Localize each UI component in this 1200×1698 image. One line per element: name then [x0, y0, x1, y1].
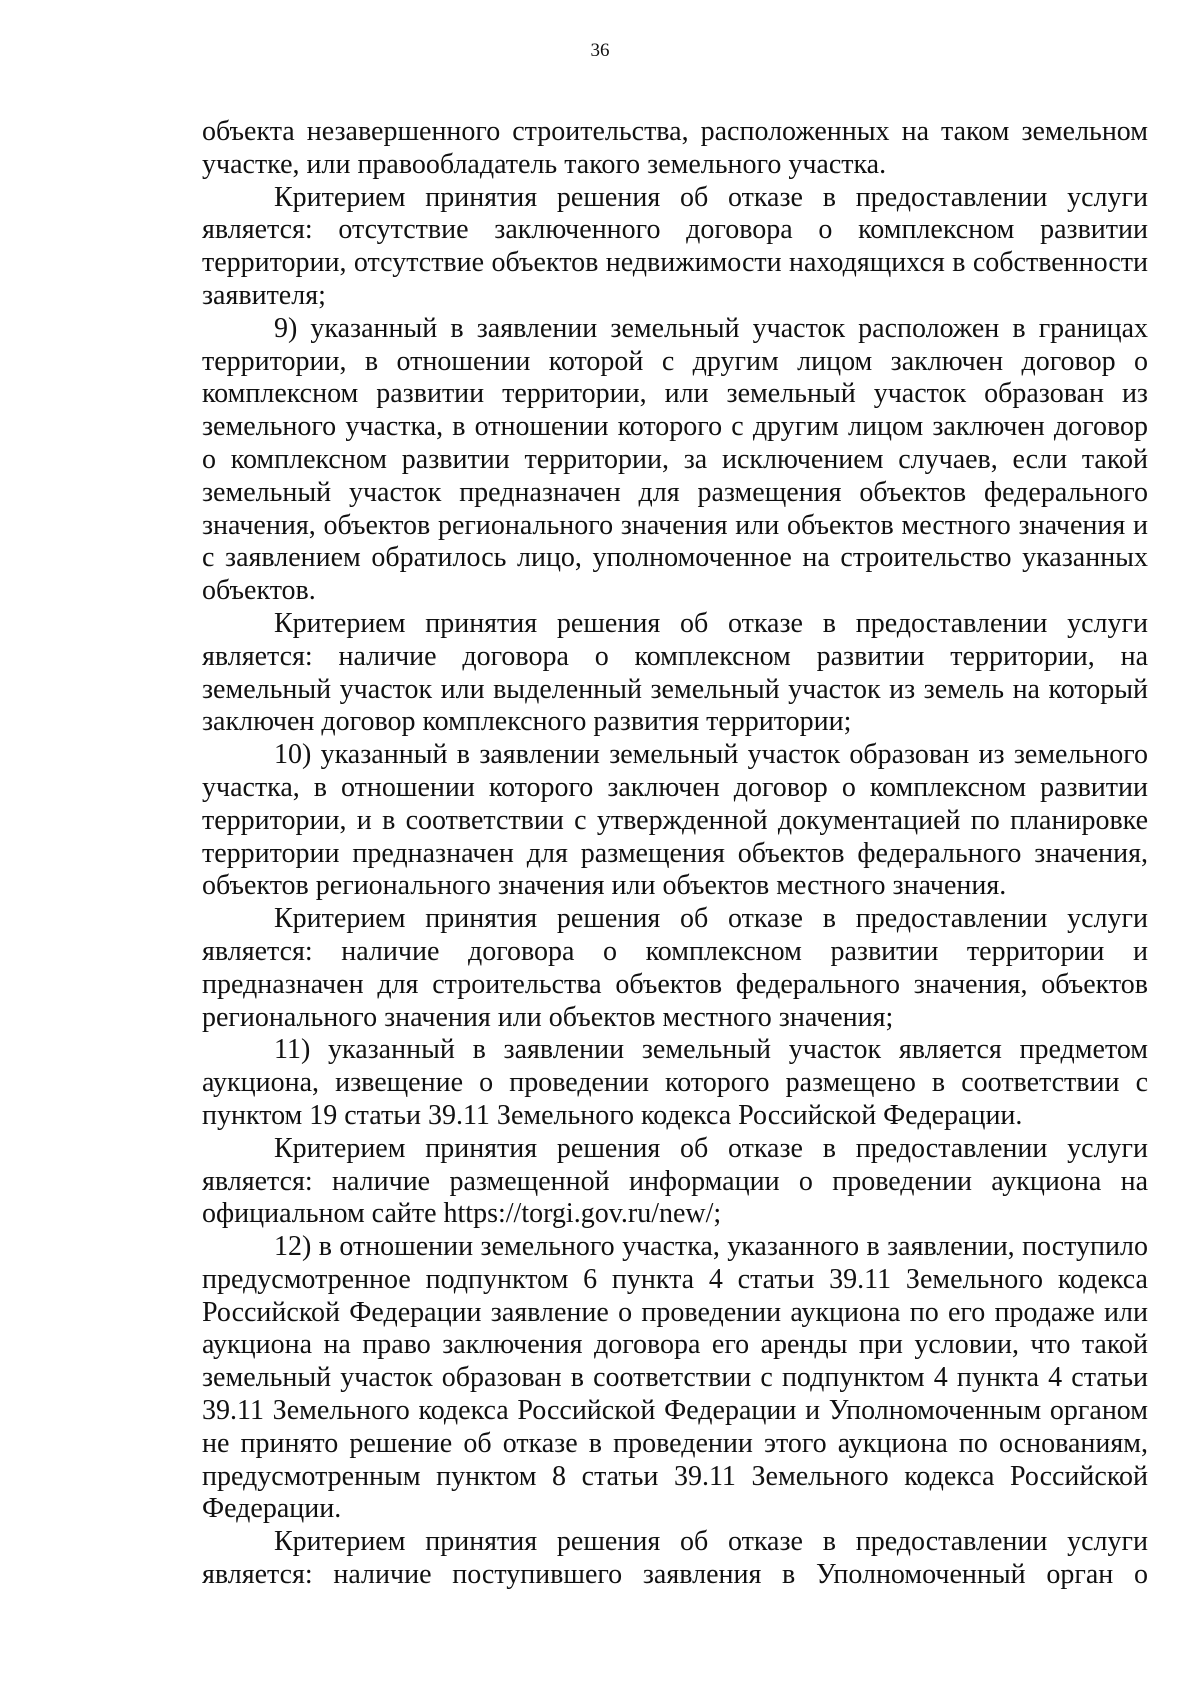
- body-text: [202, 116, 1148, 1592]
- paragraph: 10) указанный в заявлении земельный участок образован из земельного участка, в отношении которого заключен договор о комплексном развитии территории, и в соответствии с утвержденной документацией по планировке территории предназначен для размещения объектов федерального значения, объектов регионального значения или объектов местного значения.: [202, 739, 1148, 902]
- paragraph: Критерием принятия решения об отказе в предоставлении услуги является: отсутствие заключенного договора о комплексном развитии территории, отсутствие объектов недвижимости находящихся в собственности заявителя;: [202, 181, 1148, 311]
- paragraph: Критерием принятия решения об отказе в предоставлении услуги является: наличие размещенной информации о проведении аукциона на официальном сайте https://torgi.gov.ru/new/;: [202, 1132, 1148, 1230]
- paragraph: Критерием принятия решения об отказе в предоставлении услуги является: наличие договора о комплексном развитии территории, на земельный участок или выделенный земельный участок из земель на который заключен договор комплексного развития территории;: [202, 607, 1148, 738]
- paragraph: 11) указанный в заявлении земельный участок является предметом аукциона, извещение о проведении которого размещено в соответствии с пунктом 19 статьи 39.11 Земельного кодекса Российской Федерации.: [202, 1034, 1148, 1131]
- paragraph: 9) указанный в заявлении земельный участок расположен в границах территории, в отношении которой с другим лицом заключен договор о комплексном развитии территории, или земельный участок образован из земельного участка, в отношении которого с другим лицом заключен договор о комплексном развитии территории, за исключением случаев, если такой земельный участок предназначен для размещения объектов федерального значения, объектов регионального значения или объектов местного значения и с заявлением обратилось лицо, уполномоченное на строительство указанных объектов.: [202, 312, 1148, 607]
- paragraph: Критерием принятия решения об отказе в предоставлении услуги является: наличие поступившего заявления в Уполномоченный орган о: [202, 1526, 1148, 1591]
- paragraph: Критерием принятия решения об отказе в предоставлении услуги является: наличие договора о комплексном развитии территории и предназначен для строительства объектов федерального значения, объектов регионального значения или объектов местного значения;: [202, 903, 1148, 1033]
- page-number: 36: [590, 40, 610, 61]
- paragraph: объекта незавершенного строительства, расположенных на таком земельном участке, или правообладатель такого земельного участка.: [202, 116, 1148, 180]
- paragraph: 12) в отношении земельного участка, указанного в заявлении, поступило предусмотренное подпунктом 6 пункта 4 статьи 39.11 Земельного кодекса Российской Федерации заявление о проведении аукциона по его продаже или аукциона на право заключения договора его аренды при условии, что такой земельный участок образован в соответствии с подпунктом 4 пункта 4 статьи 39.11 Земельного кодекса Российской Федерации и Уполномоченным органом не принято решение об отказе в проведении этого аукциона по основаниям, предусмотренным пунктом 8 статьи 39.11 Земельного кодекса Российской Федерации.: [202, 1231, 1148, 1525]
